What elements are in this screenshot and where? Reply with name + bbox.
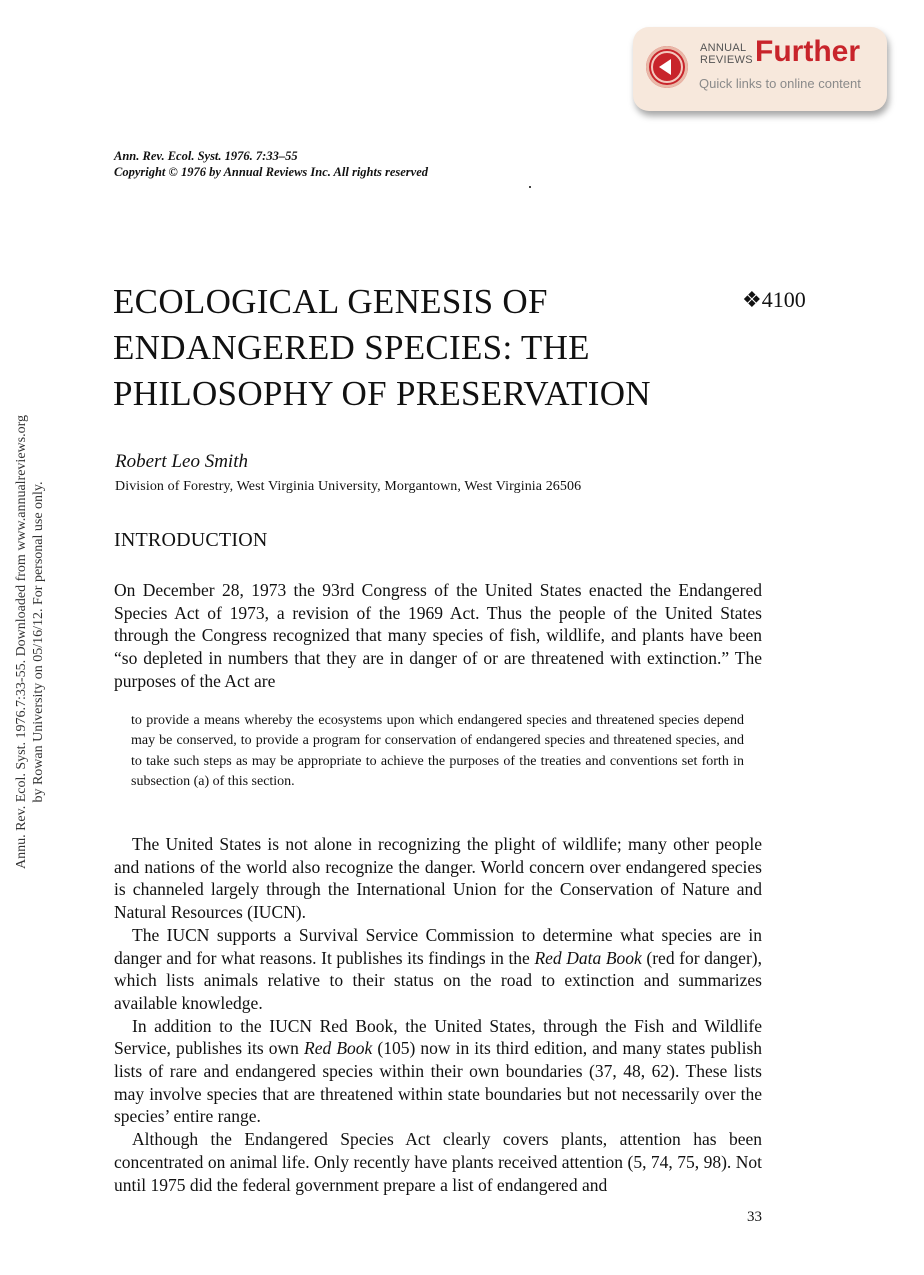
title-line-3: PHILOSOPHY OF PRESERVATION: [113, 374, 651, 413]
red-data-book-title: Red Data Book: [534, 947, 642, 968]
paragraph-1: On December 28, 1973 the 93rd Congress of the United States enacted the Endangered Species Act of 1973, a revision of the 1969 Act. Thus the people of the United States through the Congress recognized that many species of fish, wildlife, and plants have been “so depleted in numbers that they are in danger of or are threatened with extinction.” The purposes of the Act are: [114, 580, 762, 691]
badge-annual-label: ANNUAL: [700, 42, 747, 54]
author-affiliation: Division of Forestry, West Virginia University, Morgantown, West Virginia 26506: [115, 479, 582, 494]
paragraph-4-text-b: (105) now in its third edition, and many states publish lists of rare and endangered species within their own boundaries (37, 48, 62). These lists may involve species that are threatened within state boundaries but not necessarily over the species’ entire range.: [114, 1038, 762, 1127]
red-book-title: Red Book: [304, 1038, 373, 1059]
journal-citation-block: [114, 148, 428, 180]
badge-further-label[interactable]: Further: [755, 35, 860, 68]
block-quote: to provide a means whereby the ecosystems upon which endangered species and threatened species depend may be conserved, to provide a program for conservation of endangered species and threatened species, and to take such steps as may be appropriate to achieve the purposes of the treaties and conventions set forth in subsection (a) of this section.: [131, 713, 744, 790]
paragraph-5: Although the Endangered Species Act clearly covers plants, attention has been concentrated on animal life. Only recently have plants received attention (5, 74, 75, 98). Not until 1975 did the federal government prepare a list of endangered and: [114, 1129, 762, 1195]
badge-reviews-label: REVIEWS: [700, 54, 753, 66]
title-line-2: ENDANGERED SPECIES: THE: [113, 328, 590, 367]
title-line-1: ECOLOGICAL GENESIS OF: [113, 282, 548, 321]
back-arrow-icon[interactable]: [646, 46, 688, 88]
paragraph-3-text-a: The IUCN supports a Survival Service Commission to determine what species are in danger and for what reasons. It publishes its findings in the: [114, 924, 762, 968]
section-heading: INTRODUCTION: [114, 529, 268, 551]
badge-subtitle[interactable]: Quick links to online content: [699, 76, 861, 91]
body-text: [114, 833, 762, 1196]
page-number: 33: [747, 1209, 762, 1225]
watermark-line-2: by Rowan University on 05/16/12. For personal use only.: [31, 481, 46, 803]
paragraph-2: The United States is not alone in recognizing the plight of wildlife; many other people and nations of the world also recognize the danger. World concern over endangered species is channeled largely through the International Union for the Conservation of Nature and Natural Resources (IUCN).: [114, 834, 762, 923]
copyright-notice: Copyright © 1976 by Annual Reviews Inc. All rights reserved: [114, 165, 428, 179]
scan-speck: [529, 186, 531, 188]
paragraph-3-text-b: (red for danger), which lists animals relative to their status on the road to extinction and summarizes available knowledge.: [114, 947, 762, 1013]
journal-citation: Ann. Rev. Ecol. Syst. 1976. 7:33–55: [114, 149, 298, 163]
paragraph-4: [114, 1015, 762, 1129]
paragraph-4-text-a: In addition to the IUCN Red Book, the United States, through the Fish and Wildlife Service, publishes its own: [114, 1015, 762, 1059]
watermark-line-1: Annu. Rev. Ecol. Syst. 1976.7:33-55. Downloaded from www.annualreviews.org: [14, 414, 29, 870]
article-title: [113, 279, 713, 417]
download-watermark: [0, 0, 60, 1275]
annual-reviews-further-badge[interactable]: [633, 27, 887, 111]
intro-paragraph: [114, 579, 762, 693]
catalog-number: ❖4100: [742, 287, 806, 312]
paragraph-3: [114, 924, 762, 1015]
author-name: Robert Leo Smith: [115, 451, 248, 472]
